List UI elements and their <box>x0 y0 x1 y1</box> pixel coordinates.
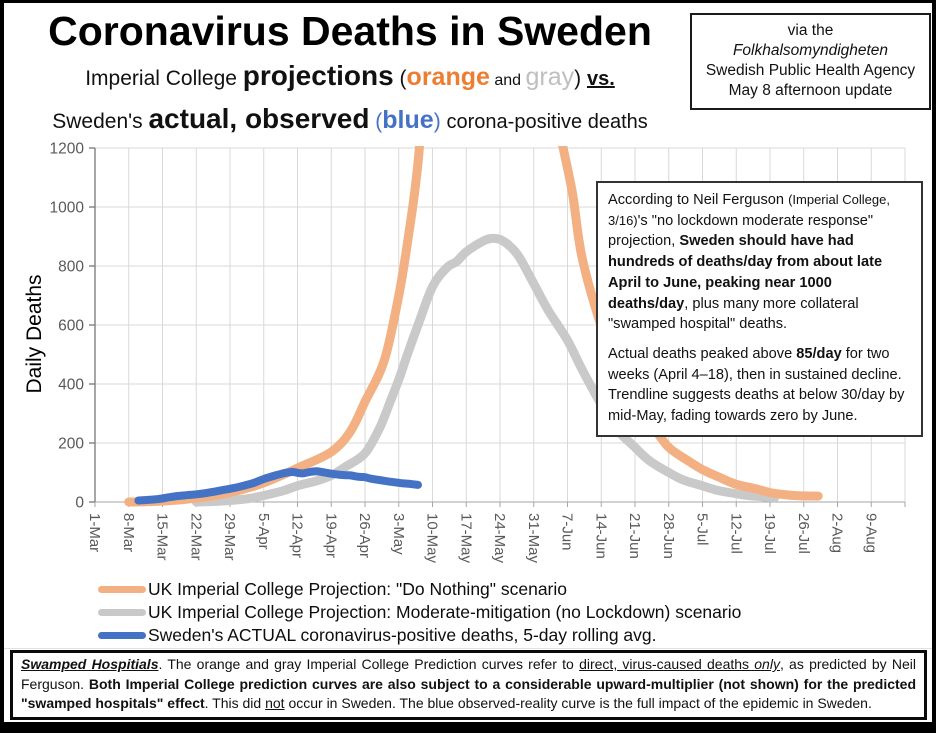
y-tick-label: 400 <box>58 376 84 394</box>
annotation-box <box>596 181 923 437</box>
text-segment: 85/day <box>796 346 842 363</box>
x-tick-label: 14-Jun <box>592 513 610 559</box>
header <box>4 7 696 143</box>
text-segment: , as predicted by Neil Ferguson. <box>21 656 917 692</box>
text-segment: ( <box>369 110 383 133</box>
x-tick-label: 24-May <box>491 513 508 564</box>
x-tick-label: 1-Mar <box>86 513 103 553</box>
text-segment: (Imperial College, 3/16) <box>608 192 890 228</box>
x-tick-label: 21-Jun <box>626 513 643 559</box>
text-segment: only <box>754 656 780 672</box>
annotation-paragraph-1 <box>608 190 911 335</box>
text-segment: not <box>265 695 285 712</box>
x-tick-label: 19-Apr <box>322 513 340 559</box>
text-segment: projections <box>242 60 394 91</box>
text-segment: blue <box>382 106 434 134</box>
horizontal-divider <box>4 648 936 649</box>
source-box-line: Swedish Public Health Agency <box>705 62 916 79</box>
x-tick-label: 28-Jun <box>659 513 677 559</box>
x-tick-label: 7-Jun <box>558 513 576 551</box>
footnote-box <box>10 650 927 720</box>
y-tick-label: 1000 <box>49 199 84 217</box>
text-segment: According to Neil Ferguson <box>608 192 789 208</box>
text-segment: . The orange and gray Imperial College Prediction curves refer to <box>158 656 580 672</box>
text-segment: and <box>489 72 526 89</box>
subtitle-actual <box>4 100 696 143</box>
x-tick-label: 26-Apr <box>356 513 373 559</box>
text-segment: vs. <box>586 68 615 90</box>
page-title: Coronavirus Deaths in Sweden <box>48 8 652 54</box>
y-tick-label: 0 <box>75 494 84 512</box>
text-segment: Actual deaths peaked above <box>608 346 797 363</box>
x-tick-label: 31-May <box>524 513 542 564</box>
x-tick-label: 5-Apr <box>254 513 272 550</box>
x-tick-label: 22-Mar <box>187 513 205 561</box>
y-tick-label: 600 <box>58 317 84 335</box>
text-segment: gray <box>525 63 575 91</box>
text-segment: ) <box>574 67 587 90</box>
text-segment: actual, observed <box>148 103 370 134</box>
x-tick-label: 15-Mar <box>153 513 171 561</box>
annotation-paragraph-2 <box>608 344 911 427</box>
source-box-line: May 8 afternoon update <box>728 82 893 99</box>
text-segment: Sweden's <box>52 110 149 133</box>
text-segment: Imperial College <box>85 67 243 90</box>
legend-swatch-gray <box>98 609 146 616</box>
text-segment: Swamped Hospitials <box>21 656 159 672</box>
text-segment: ( <box>393 67 407 90</box>
legend-swatch-orange <box>98 586 146 593</box>
x-tick-label: 2-Aug <box>828 513 846 554</box>
text-segment: occur in Sweden. The blue observed-reality curve is the full impact of the epidemic in Sweden. <box>284 695 872 712</box>
text-segment: Both Imperial College prediction curves are also subject to a considerable upward-multiplier (not shown) for the predicted "swamped hospitals" effect <box>21 675 916 712</box>
legend-label: UK Imperial College Projection: Moderate-mitigation (no Lockdown) scenario <box>148 601 742 622</box>
x-tick-label: 12-Jul <box>727 513 745 554</box>
legend-item-moderate-mitigation <box>98 602 741 622</box>
x-tick-label: 29-Mar <box>221 513 238 561</box>
y-axis-title: Daily Deaths <box>23 274 46 394</box>
text-segment: 's "no lockdown moderate response" projection, <box>608 212 874 250</box>
source-attribution-box <box>690 13 931 110</box>
text-segment: for two weeks (April 4–18), then in sustained decline. Trendline suggests deaths at below 30/day by mid-May, fading towards zero by June. <box>608 346 905 425</box>
text-segment: corona-positive deaths <box>446 111 648 133</box>
text-segment: ) <box>433 110 447 133</box>
y-tick-label: 800 <box>58 258 84 276</box>
source-box-line: Folkhalsomyndigheten <box>732 42 889 59</box>
x-tick-label: 5-Jul <box>693 513 711 546</box>
x-tick-label: 26-Jul <box>794 513 812 554</box>
x-tick-label: 12-Apr <box>288 513 306 559</box>
text-segment: direct, virus-caused deaths <box>579 656 755 672</box>
text-segment: . This did <box>204 695 266 712</box>
subtitle-projections <box>4 57 696 100</box>
x-tick-label: 17-May <box>457 513 475 564</box>
text-segment: , plus many more collateral "swamped hospital" deaths. <box>608 295 859 333</box>
y-tick-label: 200 <box>58 435 84 453</box>
legend-item-actual <box>98 625 741 645</box>
x-tick-label: 9-Aug <box>862 513 880 554</box>
x-tick-label: 10-May <box>423 513 441 564</box>
source-box-line: via the <box>787 22 834 39</box>
legend-item-do-nothing <box>98 579 741 599</box>
y-tick-label: 1200 <box>49 140 84 158</box>
chart-legend <box>98 579 741 645</box>
legend-swatch-blue <box>98 632 146 639</box>
x-tick-label: 19-Jul <box>761 513 778 554</box>
x-tick-label: 3-May <box>389 513 407 555</box>
legend-label: Sweden's ACTUAL coronavirus-positive deaths, 5-day rolling avg. <box>148 624 657 645</box>
text-segment: Sweden should have had hundreds of deaths/day from about late April to June, peaking near 1000 deaths/day <box>608 233 883 312</box>
x-tick-label: 8-Mar <box>119 513 137 553</box>
text-segment: orange <box>406 63 490 91</box>
legend-label: UK Imperial College Projection: "Do Nothing" scenario <box>148 578 568 599</box>
